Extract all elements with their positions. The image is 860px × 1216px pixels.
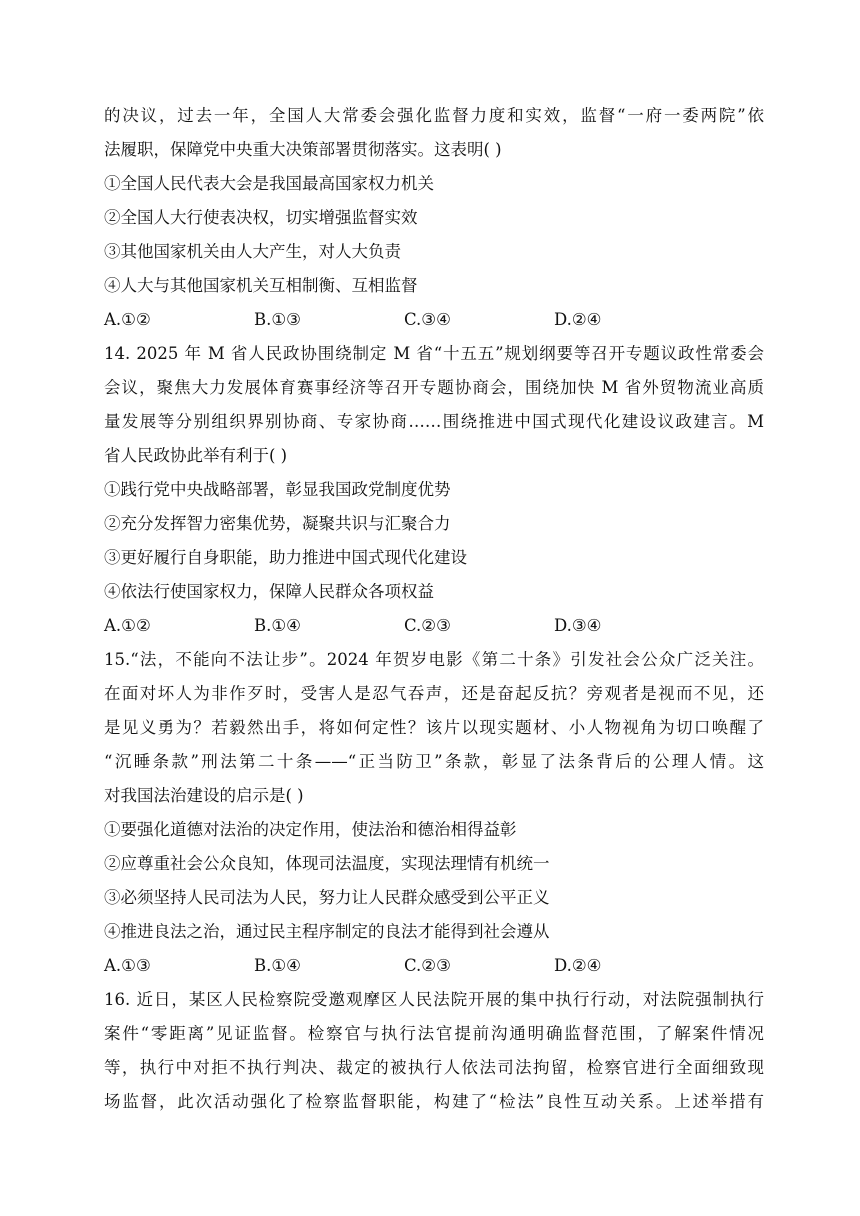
q15-stem-line-3: 是见义勇为？若毅然出手，将如何定性？该片以现实题材、小人物视角为切口唤醒了 [104, 718, 764, 737]
q15-statement-1: ①要强化道德对法治的决定作用，使法治和德治相得益彰 [104, 820, 517, 839]
q15-statement-3: ③必须坚持人民司法为人民，努力让人民群众感受到公平正义 [104, 888, 550, 907]
q14-stem-line-3: 量发展等分别组织界别协商、专家协商……围绕推进中国式现代化建设议政建言。M [104, 412, 764, 431]
q14-statement-2: ②充分发挥智力密集优势，凝聚共识与汇聚合力 [104, 514, 451, 533]
q14-stem-line-4: 省人民政协此举有利于( ) [104, 446, 288, 465]
q13-statement-1: ①全国人民代表大会是我国最高国家权力机关 [104, 174, 434, 193]
q14-statement-1: ①践行党中央战略部署，彰显我国政党制度优势 [104, 480, 451, 499]
q13-stem-line-2: 法履职，保障党中央重大决策部署贯彻落实。这表明( ) [104, 140, 502, 159]
q14-option-c: C.②③ [404, 616, 451, 635]
q15-option-b: B.①④ [254, 956, 301, 975]
q16-stem-line-2: 案件“零距离”见证监督。检察官与执行法官提前沟通明确监督范围，了解案件情况 [104, 1024, 764, 1043]
q15-option-c: C.②③ [404, 956, 451, 975]
q14-statement-3: ③更好履行自身职能，助力推进中国式现代化建设 [104, 548, 467, 567]
q14-option-b: B.①④ [254, 616, 301, 635]
q15-stem-line-1: 15.“法，不能向不法让步”。2024 年贺岁电影《第二十条》引发社会公众广泛关注。 [104, 650, 764, 669]
q13-statement-4: ④人大与其他国家机关互相制衡、互相监督 [104, 276, 418, 295]
q15-statement-4: ④推进良法之治，通过民主程序制定的良法才能得到社会遵从 [104, 922, 550, 941]
q14-option-d: D.③④ [554, 616, 602, 635]
q15-option-d: D.②④ [554, 956, 602, 975]
q13-statement-3: ③其他国家机关由人大产生，对人大负责 [104, 242, 401, 261]
q13-statement-2: ②全国人大行使表决权，切实增强监督实效 [104, 208, 418, 227]
q14-statement-4: ④依法行使国家权力，保障人民群众各项权益 [104, 582, 434, 601]
q14-option-a: A.①② [104, 616, 151, 635]
q13-option-a: A.①② [104, 310, 151, 329]
q16-stem-line-1: 16. 近日，某区人民检察院受邀观摩区人民法院开展的集中执行行动，对法院强制执行 [104, 990, 764, 1009]
q15-stem-line-4: “沉睡条款”刑法第二十条——“正当防卫”条款，彰显了法条背后的公理人情。这 [104, 752, 764, 771]
q13-option-d: D.②④ [554, 310, 602, 329]
q14-stem-line-1: 14. 2025 年 M 省人民政协围绕制定 M 省“十五五”规划纲要等召开专题议政性常委会 [104, 344, 764, 363]
q15-option-a: A.①③ [104, 956, 151, 975]
q14-stem-line-2: 会议，聚焦大力发展体育赛事经济等召开专题协商会，围绕加快 M 省外贸物流业高质 [104, 378, 764, 397]
q15-stem-line-5: 对我国法治建设的启示是( ) [104, 786, 304, 805]
q13-stem-line-1: 的决议，过去一年，全国人大常委会强化监督力度和实效，监督“一府一委两院”依 [104, 106, 764, 125]
q16-stem-line-3: 等，执行中对拒不执行判决、裁定的被执行人依法司法拘留，检察官进行全面细致现 [104, 1058, 764, 1077]
q13-option-c: C.③④ [404, 310, 451, 329]
q13-option-b: B.①③ [254, 310, 301, 329]
q16-stem-line-4: 场监督，此次活动强化了检察监督职能，构建了“检法”良性互动关系。上述举措有 [104, 1092, 764, 1111]
q15-stem-line-2: 在面对坏人为非作歹时，受害人是忍气吞声，还是奋起反抗？旁观者是视而不见，还 [104, 684, 764, 703]
q15-statement-2: ②应尊重社会公众良知，体现司法温度，实现法理情有机统一 [104, 854, 550, 873]
